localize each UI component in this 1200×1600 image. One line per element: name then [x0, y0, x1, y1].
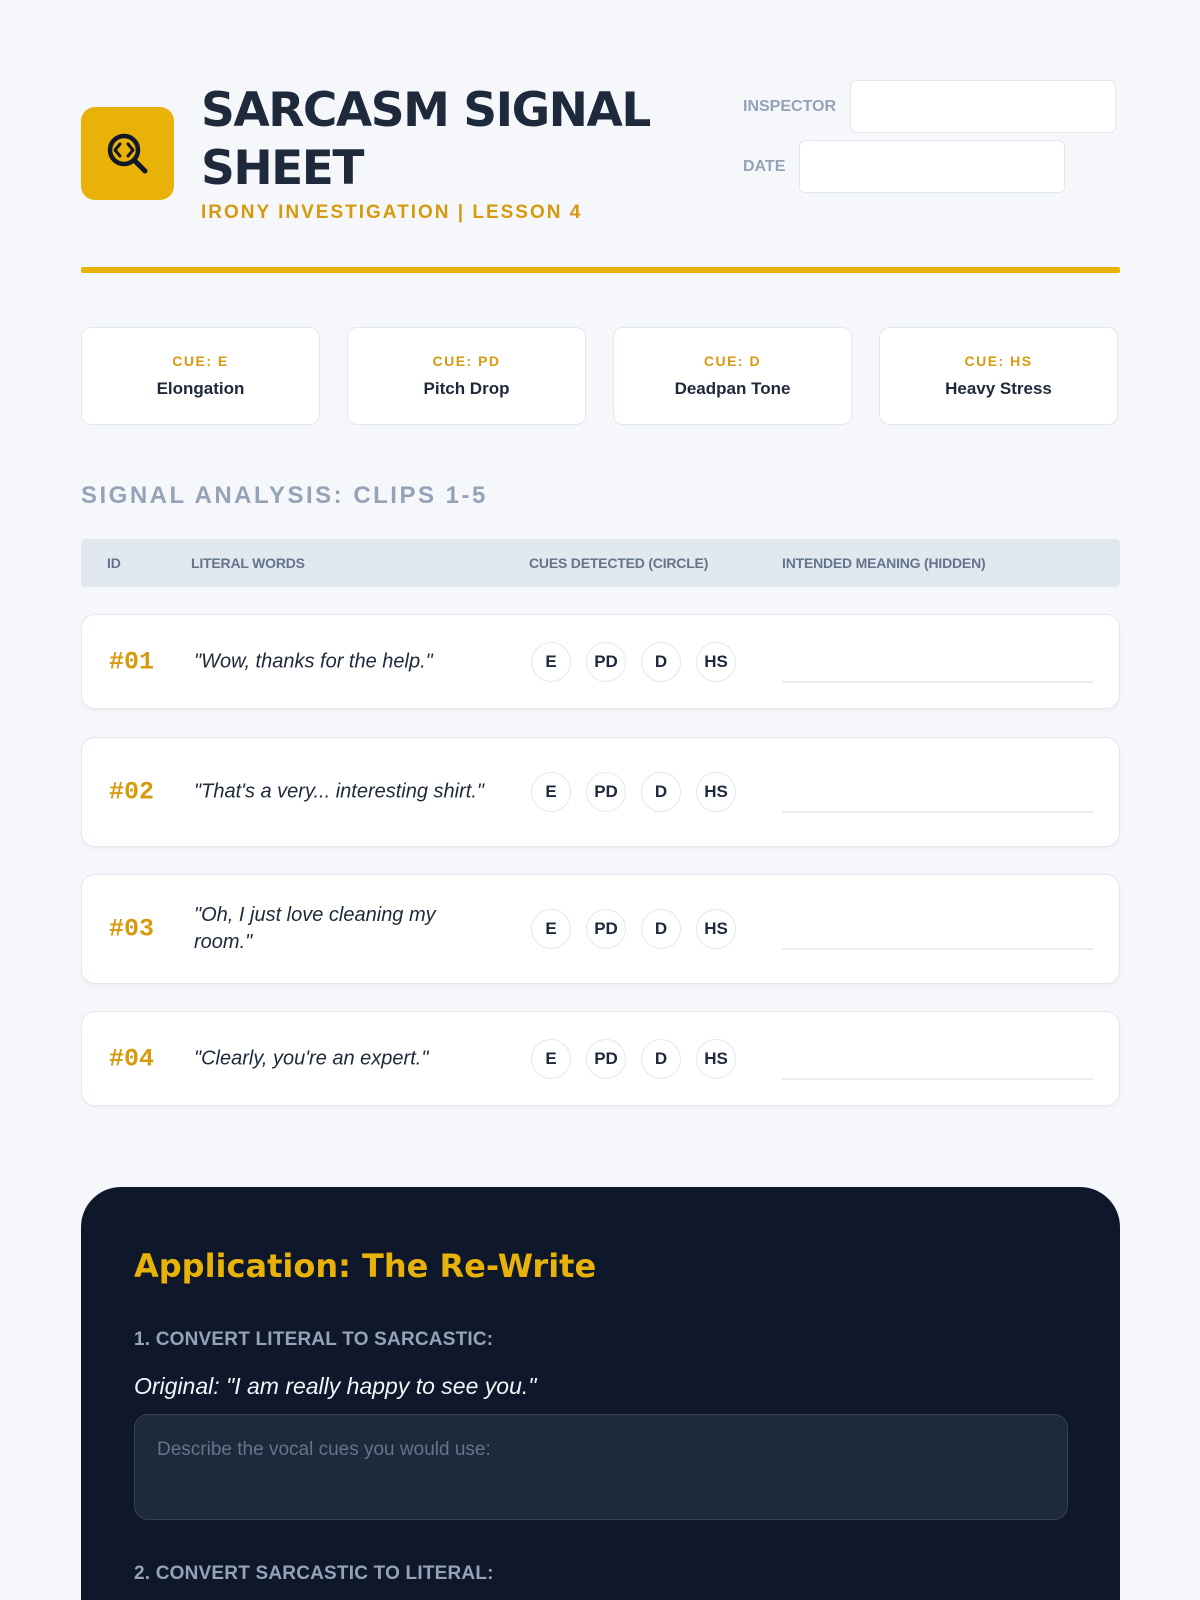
cue-chip-d[interactable]: D — [641, 772, 681, 812]
cue-chips — [531, 909, 736, 949]
meaning-answer-line[interactable] — [782, 1078, 1093, 1080]
cue-chip-pd[interactable]: PD — [586, 772, 626, 812]
cue-name: Elongation — [156, 379, 245, 398]
column-header-literal: LITERAL WORDS — [191, 555, 305, 571]
application-title: Application: The Re-Write — [134, 1247, 597, 1285]
inspector-label: INSPECTOR — [743, 97, 837, 115]
row-literal-words: "Oh, I just love cleaning my room." — [194, 904, 436, 953]
row-literal-words: "That's a very... interesting shirt." — [194, 780, 484, 803]
cue-chip-hs[interactable]: HS — [696, 909, 736, 949]
inspector-row — [743, 80, 1116, 133]
table-row — [81, 874, 1120, 984]
row-id: #03 — [109, 914, 155, 944]
section-title: SIGNAL ANALYSIS: CLIPS 1-5 — [81, 482, 488, 509]
table-header — [81, 539, 1120, 587]
cue-chips — [531, 1039, 736, 1079]
application-panel — [81, 1187, 1120, 1600]
cue-chip-d[interactable]: D — [641, 909, 681, 949]
column-header-meaning: INTENDED MEANING (HIDDEN) — [782, 555, 986, 571]
cue-card — [347, 327, 586, 425]
cue-chip-pd[interactable]: PD — [586, 1039, 626, 1079]
table-row — [81, 614, 1120, 709]
cue-chip-d[interactable]: D — [641, 642, 681, 682]
date-input[interactable] — [799, 140, 1065, 193]
cue-chip-hs[interactable]: HS — [696, 772, 736, 812]
meaning-answer-line[interactable] — [782, 948, 1093, 950]
cue-name: Deadpan Tone — [674, 379, 791, 398]
worksheet-page — [81, 0, 1120, 1584]
cue-chip-hs[interactable]: HS — [696, 1039, 736, 1079]
cue-chip-hs[interactable]: HS — [696, 642, 736, 682]
row-literal-words: "Wow, thanks for the help." — [194, 650, 433, 672]
inspector-input[interactable] — [850, 80, 1116, 133]
date-label: DATE — [743, 157, 786, 175]
cue-chip-e[interactable]: E — [531, 1039, 571, 1079]
header — [81, 0, 1120, 274]
table-row — [81, 737, 1120, 847]
cue-chip-pd[interactable]: PD — [586, 909, 626, 949]
column-header-id: ID — [107, 555, 121, 571]
cue-card — [879, 327, 1118, 425]
cue-card — [81, 327, 320, 425]
page-title-line-2: SHEET — [201, 141, 363, 196]
cue-name: Heavy Stress — [945, 379, 1052, 398]
question-1-original: Original: "I am really happy to see you." — [134, 1373, 537, 1399]
row-id: #01 — [109, 647, 155, 676]
row-literal-words: "Clearly, you're an expert." — [194, 1047, 429, 1069]
cue-chip-e[interactable]: E — [531, 909, 571, 949]
page-subtitle: IRONY INVESTIGATION | LESSON 4 — [201, 202, 583, 223]
cue-chips — [531, 772, 736, 812]
cue-chip-e[interactable]: E — [531, 772, 571, 812]
cue-name: Pitch Drop — [423, 379, 510, 398]
cue-code: CUE: D — [703, 353, 762, 369]
column-header-cues: CUES DETECTED (CIRCLE) — [529, 555, 709, 571]
vocal-cues-textarea[interactable]: Describe the vocal cues you would use: — [134, 1414, 1068, 1520]
page-title — [201, 82, 681, 198]
cue-chip-e[interactable]: E — [531, 642, 571, 682]
magnifier-code-icon — [81, 107, 174, 200]
question-2-label: 2. CONVERT SARCASTIC TO LITERAL: — [134, 1563, 494, 1584]
cue-chips — [531, 642, 736, 682]
cue-code: CUE: HS — [964, 353, 1033, 369]
table-row — [81, 1011, 1120, 1106]
cue-chip-pd[interactable]: PD — [586, 642, 626, 682]
cue-code: CUE: PD — [432, 353, 501, 369]
row-id: #02 — [109, 777, 155, 807]
meaning-answer-line[interactable] — [782, 811, 1093, 813]
cue-chip-d[interactable]: D — [641, 1039, 681, 1079]
cue-card — [613, 327, 852, 425]
meaning-answer-line[interactable] — [782, 681, 1093, 683]
question-1-label: 1. CONVERT LITERAL TO SARCASTIC: — [134, 1329, 494, 1350]
header-divider — [81, 267, 1120, 273]
title-block — [201, 82, 681, 224]
cue-legend — [81, 327, 1120, 425]
cue-code: CUE: E — [172, 353, 229, 369]
row-id: #04 — [109, 1044, 155, 1073]
page-title-line-1: SARCASM SIGNAL — [201, 83, 650, 138]
date-row — [743, 140, 1065, 193]
